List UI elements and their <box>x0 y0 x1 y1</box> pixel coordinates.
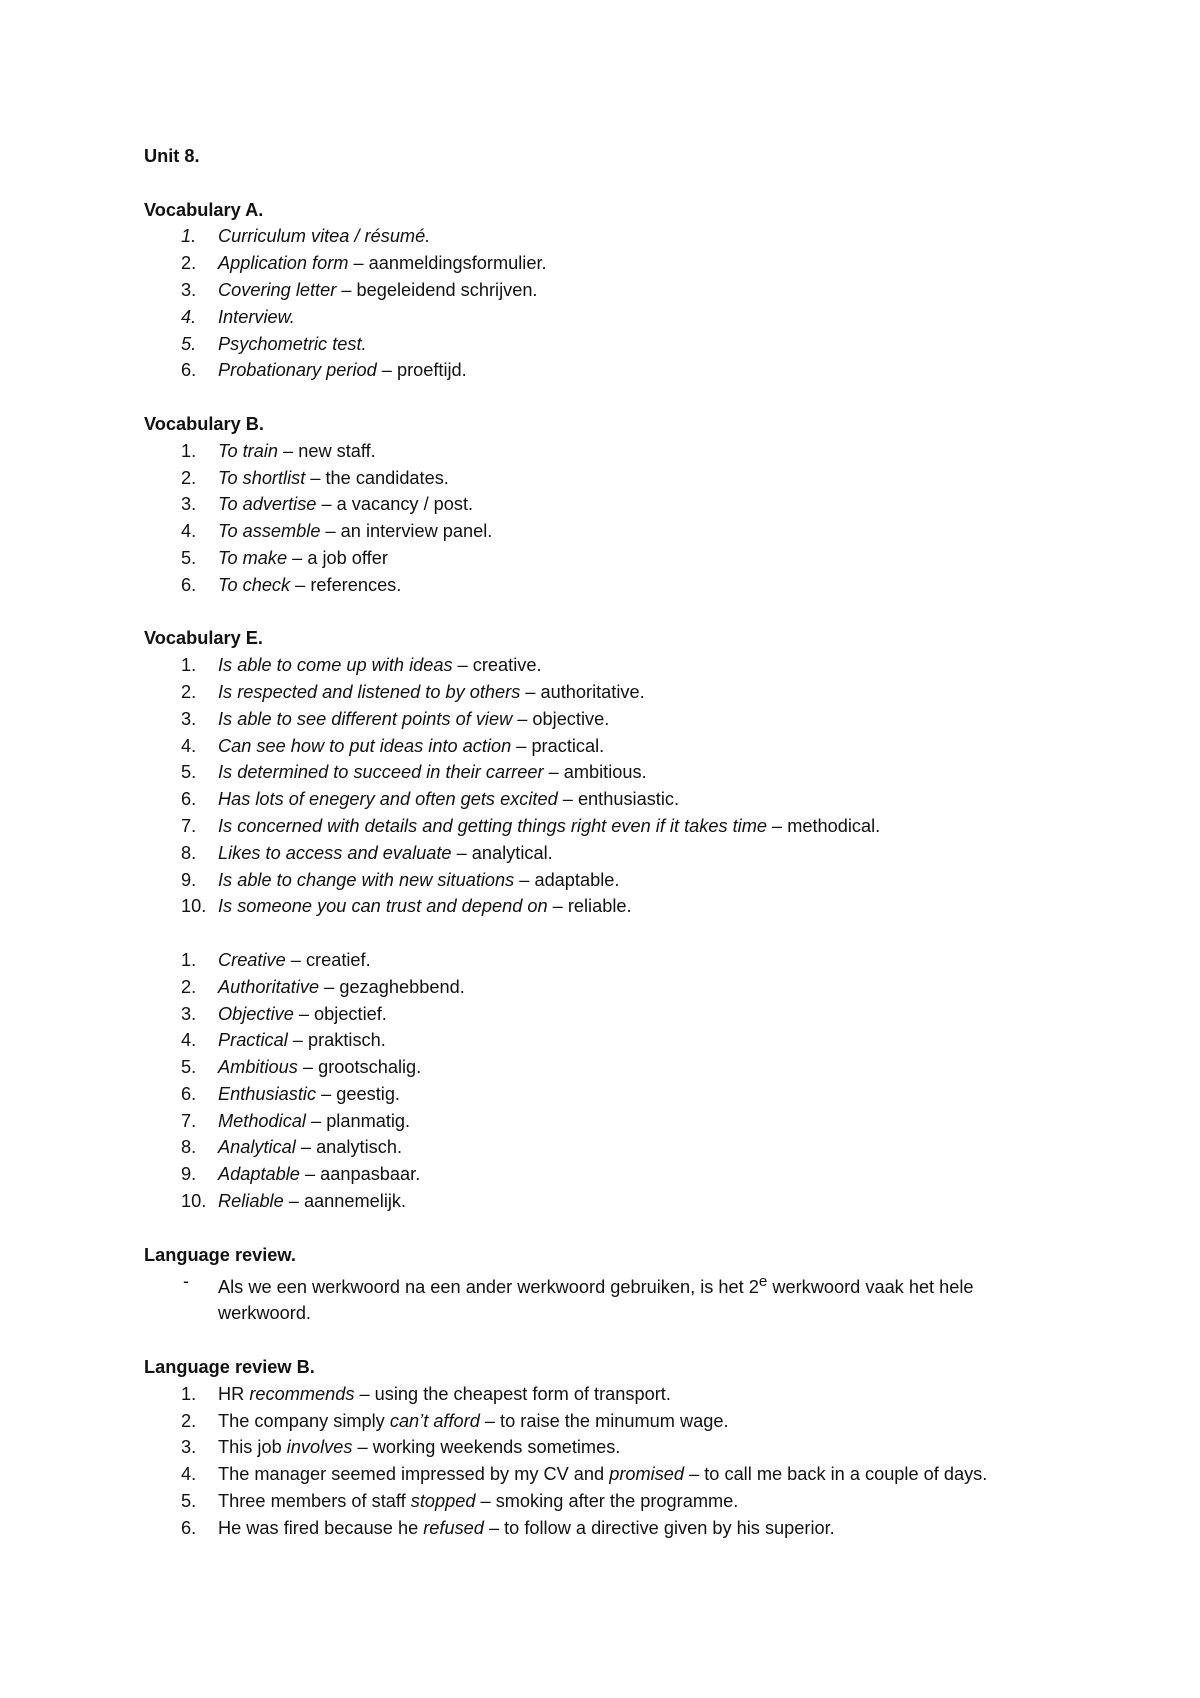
spacer <box>144 170 1064 197</box>
spacer <box>144 384 1064 411</box>
list-item <box>144 1081 1064 1108</box>
item-translation: – using the cheapest form of transport. <box>354 1383 671 1404</box>
item-translation: This job <box>218 1437 287 1458</box>
item-number: 5. <box>181 1057 197 1078</box>
section-heading: Vocabulary E. <box>144 628 263 649</box>
item-term: Has lots of enegery and often gets excited <box>218 789 558 810</box>
item-number: 8. <box>181 842 197 863</box>
numbered-list <box>144 223 1064 384</box>
list-item <box>144 1461 1064 1488</box>
item-text <box>218 950 371 970</box>
item-text <box>218 1272 974 1324</box>
item-term: Is determined to succeed in their carreer <box>218 762 544 783</box>
item-number: 5. <box>181 547 197 568</box>
item-number: 4. <box>181 306 197 327</box>
item-number: 3. <box>181 708 197 729</box>
item-number: 1. <box>181 226 197 247</box>
item-text <box>218 494 473 514</box>
section-heading: Vocabulary B. <box>144 413 264 434</box>
item-number: 3. <box>181 279 197 300</box>
item-translation: He was fired because he <box>218 1517 424 1538</box>
item-text <box>218 1191 406 1211</box>
list-item <box>144 1188 1064 1215</box>
list-item <box>144 1001 1064 1028</box>
list-item <box>144 545 1064 572</box>
item-text <box>218 870 619 890</box>
spacer <box>144 920 1064 947</box>
item-text <box>218 334 367 354</box>
spacer <box>144 599 1064 626</box>
item-number: 5. <box>181 762 197 783</box>
item-translation: – to call me back in a couple of days. <box>684 1464 988 1485</box>
item-text <box>218 977 465 997</box>
item-number: 6. <box>181 1083 197 1104</box>
item-term: promised <box>609 1464 685 1485</box>
item-number: 3. <box>181 1003 197 1024</box>
item-translation: – aannemelijk. <box>283 1191 407 1212</box>
item-term: Application form <box>218 253 349 274</box>
item-translation: Als we een werkwoord na een ander werkwoord gebruiken, is het 2 <box>218 1276 759 1297</box>
item-translation: – methodical. <box>766 815 881 836</box>
item-term: Analytical <box>218 1137 296 1158</box>
item-term: involves <box>286 1437 353 1458</box>
item-text <box>218 280 538 300</box>
item-translation: – creative. <box>452 655 542 676</box>
item-number: 6. <box>181 574 197 595</box>
item-translation: – analytisch. <box>295 1137 402 1158</box>
item-number: 9. <box>181 1164 197 1185</box>
list-item <box>144 491 1064 518</box>
item-text <box>218 1164 420 1184</box>
list-item <box>144 840 1064 867</box>
list-item <box>144 759 1064 786</box>
item-number: 8. <box>181 1137 197 1158</box>
bullet-list <box>144 1268 1064 1327</box>
item-translation: – analytical. <box>451 842 553 863</box>
item-number: 4. <box>181 735 197 756</box>
item-number: 2. <box>181 1410 197 1431</box>
item-text <box>218 709 609 729</box>
item-translation: – objectief. <box>293 1003 387 1024</box>
list-item <box>144 304 1064 331</box>
item-translation: – creatief. <box>285 949 371 970</box>
item-term: Is respected and listened to by others <box>218 681 521 702</box>
item-term: Is able to see different points of view <box>218 708 513 729</box>
page-title: Unit 8. <box>144 146 200 166</box>
item-text <box>218 468 449 488</box>
item-number: 1. <box>181 1383 197 1404</box>
list-item <box>144 679 1064 706</box>
spacer <box>144 1215 1064 1242</box>
numbered-list <box>144 652 1064 920</box>
list-item <box>144 518 1064 545</box>
item-text <box>218 816 880 836</box>
list-item <box>144 1408 1064 1435</box>
item-translation: – planmatig. <box>305 1110 411 1131</box>
list-item <box>144 947 1064 974</box>
item-text <box>218 575 401 595</box>
list-item <box>144 250 1064 277</box>
item-translation: – the candidates. <box>305 467 449 488</box>
bullet-dash: - <box>183 1271 190 1292</box>
item-text <box>218 789 679 809</box>
item-term: To check <box>218 574 291 595</box>
item-text <box>218 843 553 863</box>
item-text <box>218 253 547 273</box>
list-item <box>144 1134 1064 1161</box>
item-number: 1. <box>181 655 197 676</box>
item-text <box>218 1437 620 1457</box>
item-term: Interview. <box>218 306 295 327</box>
item-number: 2. <box>181 253 197 274</box>
item-translation: The company simply <box>218 1410 390 1431</box>
item-text <box>218 307 295 327</box>
list-item <box>144 893 1064 920</box>
list-item <box>144 1108 1064 1135</box>
item-number: 7. <box>181 815 197 836</box>
item-text <box>218 655 542 675</box>
item-text <box>218 1057 421 1077</box>
list-item <box>144 1515 1064 1542</box>
item-term: Is able to come up with ideas <box>218 655 453 676</box>
item-number: 2. <box>181 467 197 488</box>
spacer <box>144 1327 1064 1354</box>
section-heading: Vocabulary A. <box>144 199 264 220</box>
item-term: To assemble <box>218 521 321 542</box>
superscript: e <box>758 1272 768 1290</box>
list-item <box>144 1268 1064 1327</box>
item-text <box>218 762 647 782</box>
item-term: stopped <box>410 1490 476 1511</box>
item-text <box>218 548 388 568</box>
item-text <box>218 1137 402 1157</box>
item-term: To make <box>218 547 288 568</box>
item-text <box>218 1030 386 1050</box>
item-text <box>218 226 430 246</box>
item-term: Objective <box>218 1003 294 1024</box>
item-translation: – authoritative. <box>520 681 645 702</box>
item-text <box>218 1491 738 1511</box>
item-translation: – proeftijd. <box>376 360 467 381</box>
item-term: Psychometric test. <box>218 333 367 354</box>
item-term: recommends <box>249 1383 355 1404</box>
document-body <box>144 143 1064 1542</box>
list-item <box>144 277 1064 304</box>
item-translation: – gezaghebbend. <box>319 976 465 997</box>
item-term: To shortlist <box>218 467 306 488</box>
section-heading: Language review B. <box>144 1356 315 1377</box>
item-term: Covering letter <box>218 279 337 300</box>
item-translation: HR <box>218 1383 250 1404</box>
item-term: Curriculum vitea / résumé. <box>218 226 431 247</box>
item-translation: werkwoord vaak het hele werkwoord. <box>218 1276 974 1324</box>
item-number: 4. <box>181 1030 197 1051</box>
list-item <box>144 1161 1064 1188</box>
item-term: Ambitious <box>218 1057 298 1078</box>
list-item <box>144 223 1064 250</box>
item-translation: – an interview panel. <box>320 521 493 542</box>
item-term: Is someone you can trust and depend on <box>218 896 548 917</box>
list-item <box>144 786 1064 813</box>
item-term: Practical <box>218 1030 288 1051</box>
item-term: Adaptable <box>218 1164 300 1185</box>
item-translation: – a vacancy / post. <box>316 494 474 515</box>
list-item <box>144 974 1064 1001</box>
list-item <box>144 652 1064 679</box>
item-translation: – adaptable. <box>514 869 620 890</box>
item-translation: – working weekends sometimes. <box>352 1437 621 1458</box>
list-item <box>144 1488 1064 1515</box>
item-number: 9. <box>181 869 197 890</box>
item-term: Probationary period <box>218 360 377 381</box>
item-term: Enthusiastic <box>218 1083 317 1104</box>
item-text <box>218 682 645 702</box>
item-translation: – to follow a directive given by his superior. <box>483 1517 835 1538</box>
item-translation: – to raise the minumum wage. <box>479 1410 729 1431</box>
item-translation: – reliable. <box>547 896 632 917</box>
item-term: refused <box>423 1517 484 1538</box>
item-term: To advertise <box>218 494 317 515</box>
item-number: 4. <box>181 521 197 542</box>
item-term: can’t afford <box>389 1410 480 1431</box>
list-item <box>144 438 1064 465</box>
item-number: 1. <box>181 949 197 970</box>
item-translation: – objective. <box>512 708 610 729</box>
item-text <box>218 1411 729 1431</box>
list-item <box>144 1434 1064 1461</box>
item-term: Can see how to put ideas into action <box>218 735 512 756</box>
numbered-list <box>144 1381 1064 1542</box>
item-translation: – new staff. <box>278 440 376 461</box>
list-item <box>144 706 1064 733</box>
item-term: To train <box>218 440 278 461</box>
item-translation: – grootschalig. <box>297 1057 422 1078</box>
item-number: 6. <box>181 360 197 381</box>
list-item <box>144 357 1064 384</box>
numbered-list <box>144 947 1064 1215</box>
item-term: Reliable <box>218 1191 284 1212</box>
list-item <box>144 1054 1064 1081</box>
item-number: 4. <box>181 1464 197 1485</box>
item-term: Is concerned with details and getting things right even if it takes time <box>218 815 767 836</box>
item-text <box>218 1111 410 1131</box>
item-number: 2. <box>181 681 197 702</box>
item-translation: – praktisch. <box>287 1030 386 1051</box>
item-text <box>218 1464 987 1484</box>
item-text <box>218 521 492 541</box>
item-text <box>218 1518 835 1538</box>
item-translation: The manager seemed impressed by my CV and <box>218 1464 610 1485</box>
item-term: Creative <box>218 949 286 970</box>
item-translation: – aanmeldingsformulier. <box>348 253 547 274</box>
item-text <box>218 360 467 380</box>
item-text <box>218 896 632 916</box>
item-text <box>218 736 604 756</box>
item-term: Authoritative <box>218 976 320 997</box>
item-number: 6. <box>181 1517 197 1538</box>
item-translation: – enthusiastic. <box>557 789 680 810</box>
list-item <box>144 1027 1064 1054</box>
list-item <box>144 867 1064 894</box>
numbered-list <box>144 438 1064 599</box>
item-term: Likes to access and evaluate <box>218 842 452 863</box>
item-term: Methodical <box>218 1110 306 1131</box>
item-translation: – ambitious. <box>543 762 647 783</box>
item-text <box>218 1384 671 1404</box>
item-number: 1. <box>181 440 197 461</box>
item-text <box>218 1004 387 1024</box>
item-translation: – aanpasbaar. <box>299 1164 421 1185</box>
item-translation: – smoking after the programme. <box>475 1490 739 1511</box>
item-number: 10. <box>181 1191 207 1212</box>
list-item <box>144 331 1064 358</box>
list-item <box>144 572 1064 599</box>
item-number: 10. <box>181 896 207 917</box>
item-translation: – a job offer <box>287 547 388 568</box>
item-term: Is able to change with new situations <box>218 869 515 890</box>
item-number: 3. <box>181 494 197 515</box>
item-number: 3. <box>181 1437 197 1458</box>
item-text <box>218 441 376 461</box>
item-number: 2. <box>181 976 197 997</box>
item-number: 5. <box>181 333 197 354</box>
item-number: 5. <box>181 1490 197 1511</box>
list-item <box>144 813 1064 840</box>
section-heading: Language review. <box>144 1244 296 1265</box>
item-translation: – geestig. <box>316 1083 400 1104</box>
item-translation: – practical. <box>511 735 605 756</box>
list-item <box>144 465 1064 492</box>
item-number: 6. <box>181 789 197 810</box>
item-translation: – references. <box>290 574 402 595</box>
item-translation: Three members of staff <box>218 1490 411 1511</box>
item-number: 7. <box>181 1110 197 1131</box>
list-item <box>144 733 1064 760</box>
item-text <box>218 1084 400 1104</box>
item-translation: – begeleidend schrijven. <box>336 279 538 300</box>
list-item <box>144 1381 1064 1408</box>
